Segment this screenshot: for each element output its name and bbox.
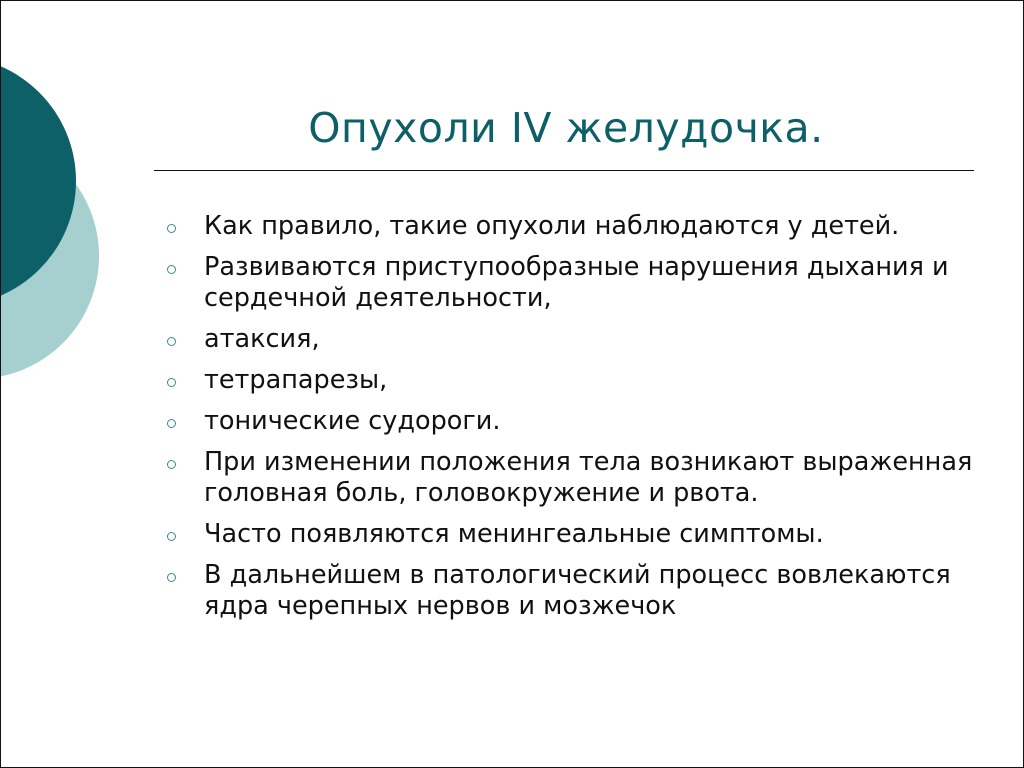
bullet-icon — [167, 532, 176, 541]
slide-title: Опухоли IV желудочка. — [308, 104, 824, 152]
bullet-item — [161, 560, 981, 622]
bullet-item — [161, 324, 981, 355]
bullet-item — [161, 447, 981, 509]
bullet-icon — [167, 419, 176, 428]
bullet-item — [161, 252, 981, 314]
bullet-item — [161, 365, 981, 396]
bullet-icon — [167, 378, 176, 387]
bullet-text: Развиваются приступообразные нарушения дыхания и сердечной деятельности, — [204, 252, 949, 313]
bullet-list — [161, 211, 981, 632]
bullet-item — [161, 519, 981, 550]
bullet-item — [161, 211, 981, 242]
bullet-icon — [167, 224, 176, 233]
bullet-icon — [167, 337, 176, 346]
bullet-icon — [167, 573, 176, 582]
bullet-text: тонические судороги. — [204, 406, 501, 436]
title-divider — [154, 170, 974, 171]
bullet-text: атаксия, — [204, 324, 320, 354]
bullet-text: тетрапарезы, — [204, 365, 388, 395]
bullet-icon — [167, 265, 176, 274]
decorative-circles — [1, 1, 111, 421]
bullet-text: Часто появляются менингеальные симптомы. — [204, 519, 824, 549]
bullet-text: При изменении положения тела возникают выраженная головная боль, головокружение и рвота. — [204, 447, 973, 508]
bullet-text: В дальнейшем в патологический процесс вовлекаются ядра черепных нервов и мозжечок — [204, 560, 951, 621]
bullet-text: Как правило, такие опухоли наблюдаются у детей. — [204, 211, 900, 241]
bullet-icon — [167, 460, 176, 469]
bullet-item — [161, 406, 981, 437]
